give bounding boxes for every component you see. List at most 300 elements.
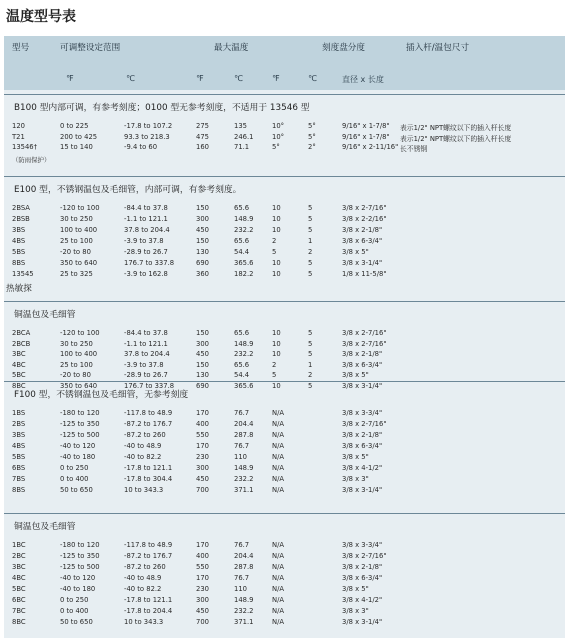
cell-stem-size: 9/16" x 2-11/16" bbox=[342, 143, 399, 151]
cell-stem-size: 3/8 x 3-3/4" bbox=[342, 541, 383, 549]
table-row bbox=[4, 420, 565, 430]
cell-model: 1BS bbox=[12, 409, 26, 417]
cell-c-range: -17.8 to 121.1 bbox=[124, 596, 173, 604]
section-divider bbox=[4, 94, 565, 95]
cell-dial-c: 5 bbox=[308, 215, 313, 223]
cell-model: 8BC bbox=[12, 381, 26, 390]
cell-max-c: 232.2 bbox=[234, 607, 254, 615]
cell-dial-c: 1 bbox=[308, 237, 313, 245]
cell-max-f: 150 bbox=[196, 329, 209, 337]
cell-stem-size: 3/8 x 6-3/4" bbox=[342, 574, 383, 582]
cell-max-c: 287.8 bbox=[234, 563, 254, 571]
table-row bbox=[4, 453, 565, 463]
cell-max-f: 450 bbox=[196, 226, 209, 234]
cell-c-range: -3.9 to 37.8 bbox=[124, 360, 164, 369]
cell-c-range: -87.2 to 176.7 bbox=[124, 420, 173, 428]
cell-model: 5BC bbox=[12, 371, 26, 379]
cell-max-f: 150 bbox=[196, 204, 209, 212]
cell-c-range: -84.4 to 37.8 bbox=[124, 329, 168, 337]
cell-max-c: 182.2 bbox=[234, 270, 254, 278]
cell-max-c: 76.7 bbox=[234, 409, 250, 417]
header-max-temperature: 最大温度 bbox=[214, 43, 249, 53]
table-row bbox=[4, 475, 565, 485]
cell-stem-size: 3/8 x 2-7/16" bbox=[342, 339, 387, 348]
cell-stem-size: 3/8 x 5" bbox=[342, 248, 369, 256]
header-dial-division: 刻度盘分度 bbox=[322, 43, 365, 53]
cell-f-range: 100 to 400 bbox=[60, 350, 98, 358]
cell-dial-f: 10° bbox=[272, 122, 285, 130]
table-row bbox=[4, 431, 565, 441]
cell-stem-size: 3/8 x 5" bbox=[342, 585, 369, 593]
cell-dial-f: N/A bbox=[272, 464, 285, 472]
cell-stem-size: 3/8 x 2-1/8" bbox=[342, 563, 383, 571]
cell-c-range: 93.3 to 218.3 bbox=[124, 132, 170, 141]
cell-dial-c: 5° bbox=[308, 132, 316, 141]
cell-dial-f: N/A bbox=[272, 618, 285, 626]
cell-c-range: 176.7 to 337.8 bbox=[124, 259, 175, 267]
table-row bbox=[4, 350, 565, 360]
table-row bbox=[4, 259, 565, 269]
table-row bbox=[4, 618, 565, 628]
cell-c-range: -40 to 82.2 bbox=[124, 585, 162, 593]
cell-dial-f: N/A bbox=[272, 574, 285, 582]
cell-model: 13545 bbox=[12, 270, 34, 278]
table-row bbox=[4, 541, 565, 551]
cell-dial-f: 10 bbox=[272, 381, 281, 390]
table-row bbox=[4, 486, 565, 496]
cell-c-range: -1.1 to 121.1 bbox=[124, 339, 168, 348]
cell-remark: 表示1/2" NPT螺纹以下的插入杆长度 bbox=[400, 124, 512, 132]
table-row bbox=[4, 409, 565, 419]
cell-max-c: 71.1 bbox=[234, 143, 250, 151]
cell-max-f: 450 bbox=[196, 607, 209, 615]
cell-max-c: 65.6 bbox=[234, 360, 250, 369]
cell-max-c: 54.4 bbox=[234, 248, 250, 256]
cell-remark: 表示1/2" NPT螺纹以下的插入杆长度 bbox=[400, 134, 512, 143]
cell-max-f: 300 bbox=[196, 339, 209, 348]
unit-fahrenheit: ℉ bbox=[272, 74, 280, 83]
cell-stem-size: 3/8 x 3-1/4" bbox=[342, 259, 383, 267]
section-heading: E100 型，不锈钢温包及毛细管，内部可调，有参考刻度。 bbox=[14, 185, 242, 195]
cell-max-c: 371.1 bbox=[234, 618, 254, 626]
cell-f-range: 30 to 250 bbox=[60, 339, 93, 348]
cell-c-range: -3.9 to 162.8 bbox=[124, 270, 168, 278]
cell-stem-size: 9/16" x 1-7/8" bbox=[342, 132, 390, 141]
cell-max-c: 365.6 bbox=[234, 259, 254, 267]
cell-max-f: 170 bbox=[196, 409, 209, 417]
cell-f-range: -125 to 500 bbox=[60, 563, 100, 571]
cell-stem-size: 3/8 x 6-3/4" bbox=[342, 442, 383, 450]
cell-c-range: -84.4 to 37.8 bbox=[124, 204, 168, 212]
cell-f-range: 30 to 250 bbox=[60, 215, 93, 223]
cell-max-f: 400 bbox=[196, 552, 209, 560]
cell-c-range: 176.7 to 337.8 bbox=[124, 381, 175, 390]
cell-max-f: 160 bbox=[196, 143, 209, 151]
cell-max-c: 232.2 bbox=[234, 226, 254, 234]
cell-max-f: 130 bbox=[196, 248, 209, 256]
cell-f-range: -40 to 180 bbox=[60, 453, 96, 461]
cell-dial-f: 10 bbox=[272, 339, 281, 348]
cell-max-c: 365.6 bbox=[234, 381, 254, 390]
unit-celsius: ℃ bbox=[234, 74, 243, 83]
cell-c-range: -28.9 to 26.7 bbox=[124, 248, 168, 256]
cell-dial-f: 2 bbox=[272, 360, 277, 369]
cell-model: 13546† bbox=[12, 143, 38, 151]
cell-max-c: 135 bbox=[234, 122, 247, 130]
cell-f-range: 50 to 650 bbox=[60, 618, 93, 626]
cell-dial-f: 5 bbox=[272, 371, 277, 379]
cell-dial-f: N/A bbox=[272, 552, 285, 560]
table-row bbox=[4, 361, 565, 371]
cell-model: 8BS bbox=[12, 486, 26, 494]
cell-max-f: 150 bbox=[196, 360, 209, 369]
cell-f-range: 0 to 400 bbox=[60, 475, 89, 483]
cell-f-range: -20 to 80 bbox=[60, 248, 91, 256]
cell-stem-size: 3/8 x 6-3/4" bbox=[342, 360, 383, 369]
cell-max-f: 690 bbox=[196, 259, 209, 267]
cell-model: 4BC bbox=[12, 360, 26, 369]
cell-c-range: -9.4 to 60 bbox=[124, 143, 158, 151]
cell-dial-f: N/A bbox=[272, 486, 285, 494]
stem-diameter-length: 直径 x 长度 bbox=[342, 75, 384, 84]
cell-dial-f: N/A bbox=[272, 409, 285, 417]
cell-dial-f: 10 bbox=[272, 350, 281, 358]
unit-celsius: ℃ bbox=[308, 74, 317, 83]
cell-f-range: -180 to 120 bbox=[60, 409, 100, 417]
cell-max-c: 204.4 bbox=[234, 420, 254, 428]
cell-max-c: 148.9 bbox=[234, 215, 254, 223]
cell-model: 5BC bbox=[12, 585, 26, 593]
cell-stem-size: 3/8 x 2-7/16" bbox=[342, 420, 387, 428]
cell-stem-size: 3/8 x 2-1/8" bbox=[342, 350, 383, 358]
cell-max-f: 450 bbox=[196, 475, 209, 483]
cell-stem-size: 3/8 x 2-1/8" bbox=[342, 226, 383, 234]
cell-dial-c: 5 bbox=[308, 270, 313, 278]
side-label: 热敏探 bbox=[6, 284, 32, 294]
cell-max-f: 550 bbox=[196, 563, 209, 571]
cell-stem-size: 3/8 x 3-1/4" bbox=[342, 618, 383, 626]
cell-f-range: -20 to 80 bbox=[60, 371, 91, 379]
header-model: 型号 bbox=[12, 43, 30, 53]
cell-dial-f: 5 bbox=[272, 248, 277, 256]
cell-dial-f: N/A bbox=[272, 453, 285, 461]
cell-dial-c: 5 bbox=[308, 259, 313, 267]
table-row bbox=[4, 122, 565, 132]
cell-c-range: -40 to 48.9 bbox=[124, 442, 162, 450]
table-row bbox=[4, 442, 565, 452]
cell-max-c: 287.8 bbox=[234, 431, 254, 439]
cell-f-range: 15 to 140 bbox=[60, 143, 93, 151]
cell-dial-f: N/A bbox=[272, 541, 285, 549]
cell-max-c: 232.2 bbox=[234, 475, 254, 483]
cell-f-range: 350 to 640 bbox=[60, 381, 98, 390]
cell-dial-f: 10° bbox=[272, 132, 285, 141]
cell-f-range: 100 to 400 bbox=[60, 226, 98, 234]
table-row bbox=[4, 226, 565, 236]
cell-stem-size: 3/8 x 3-1/4" bbox=[342, 381, 383, 390]
cell-stem-size: 3/8 x 2-7/16" bbox=[342, 204, 387, 212]
section-divider bbox=[4, 176, 565, 177]
cell-f-range: 200 to 425 bbox=[60, 132, 98, 141]
cell-max-c: 110 bbox=[234, 453, 247, 461]
cell-dial-c: 5 bbox=[308, 329, 313, 337]
cell-max-f: 300 bbox=[196, 215, 209, 223]
cell-dial-f: 10 bbox=[272, 226, 281, 234]
cell-model: 7BS bbox=[12, 475, 26, 483]
table-row bbox=[4, 143, 565, 153]
cell-dial-c: 5 bbox=[308, 381, 313, 390]
section-heading: 铜温包及毛细管 bbox=[14, 310, 76, 320]
cell-dial-c: 5 bbox=[308, 350, 313, 358]
cell-max-f: 550 bbox=[196, 431, 209, 439]
cell-c-range: -17.8 to 304.4 bbox=[124, 475, 173, 483]
cell-stem-size: 3/8 x 2-2/16" bbox=[342, 215, 387, 223]
cell-max-c: 76.7 bbox=[234, 541, 250, 549]
cell-max-f: 300 bbox=[196, 596, 209, 604]
cell-dial-f: N/A bbox=[272, 563, 285, 571]
cell-max-f: 400 bbox=[196, 420, 209, 428]
unit-fahrenheit: ℉ bbox=[196, 74, 204, 83]
table-row bbox=[4, 552, 565, 562]
table-row bbox=[4, 574, 565, 584]
cell-c-range: 10 to 343.3 bbox=[124, 486, 164, 494]
cell-max-f: 700 bbox=[196, 618, 209, 626]
cell-f-range: 25 to 100 bbox=[60, 360, 93, 369]
cell-max-f: 230 bbox=[196, 453, 209, 461]
section-heading: 铜温包及毛细管 bbox=[14, 522, 76, 532]
cell-dial-f: 10 bbox=[272, 215, 281, 223]
cell-stem-size: 3/8 x 3" bbox=[342, 475, 369, 483]
cell-dial-f: N/A bbox=[272, 420, 285, 428]
cell-max-c: 76.7 bbox=[234, 574, 250, 582]
table-row bbox=[4, 270, 565, 280]
header-stem-bulb-size: 插入杆/温包尺寸 bbox=[406, 43, 470, 53]
cell-stem-size: 3/8 x 6-3/4" bbox=[342, 237, 383, 245]
cell-max-c: 148.9 bbox=[234, 596, 254, 604]
cell-dial-f: N/A bbox=[272, 596, 285, 604]
cell-f-range: 25 to 325 bbox=[60, 270, 93, 278]
cell-f-range: -40 to 120 bbox=[60, 442, 96, 450]
cell-stem-size: 3/8 x 3" bbox=[342, 607, 369, 615]
cell-max-c: 246.1 bbox=[234, 132, 254, 141]
cell-stem-size: 9/16" x 1-7/8" bbox=[342, 122, 390, 130]
cell-dial-c: 5 bbox=[308, 226, 313, 234]
cell-dial-c: 1 bbox=[308, 360, 313, 369]
cell-max-f: 170 bbox=[196, 442, 209, 450]
cell-max-c: 110 bbox=[234, 585, 247, 593]
cell-f-range: 0 to 400 bbox=[60, 607, 89, 615]
temperature-model-table bbox=[4, 36, 565, 638]
cell-dial-f: N/A bbox=[272, 585, 285, 593]
cell-stem-size: 1/8 x 11-5/8" bbox=[342, 270, 387, 278]
section-heading: B100 型内部可调，有参考刻度；0100 型无参考刻度，不适用于 13546 型 bbox=[14, 103, 310, 113]
cell-f-range: -125 to 350 bbox=[60, 552, 100, 560]
cell-c-range: -117.8 to 48.9 bbox=[124, 409, 173, 417]
cell-stem-size: 3/8 x 4-1/2" bbox=[342, 464, 383, 472]
cell-model: 2BC bbox=[12, 552, 26, 560]
cell-model: 2BCA bbox=[12, 329, 31, 337]
cell-model: 2BSB bbox=[12, 215, 30, 223]
cell-stem-size: 3/8 x 2-7/16" bbox=[342, 552, 387, 560]
cell-model: 2BS bbox=[12, 420, 26, 428]
cell-remark: 长不锈钢 bbox=[400, 145, 428, 153]
section-note: （防雨保护） bbox=[12, 155, 51, 164]
cell-model: 7BC bbox=[12, 607, 26, 615]
cell-c-range: -3.9 to 37.8 bbox=[124, 237, 164, 245]
cell-max-f: 475 bbox=[196, 132, 209, 141]
cell-dial-c: 2 bbox=[308, 371, 313, 379]
cell-c-range: -17.8 to 204.4 bbox=[124, 607, 173, 615]
cell-f-range: 50 to 650 bbox=[60, 486, 93, 494]
cell-stem-size: 3/8 x 3-3/4" bbox=[342, 409, 383, 417]
cell-dial-f: N/A bbox=[272, 475, 285, 483]
table-row bbox=[4, 204, 565, 214]
cell-max-c: 76.7 bbox=[234, 442, 250, 450]
cell-f-range: -40 to 120 bbox=[60, 574, 96, 582]
cell-model: 4BC bbox=[12, 574, 26, 582]
cell-max-f: 700 bbox=[196, 486, 209, 494]
cell-dial-f: 10 bbox=[272, 329, 281, 337]
cell-max-f: 170 bbox=[196, 574, 209, 582]
cell-model: 6BS bbox=[12, 464, 26, 472]
cell-max-f: 170 bbox=[196, 541, 209, 549]
cell-max-f: 300 bbox=[196, 464, 209, 472]
unit-fahrenheit: ℉ bbox=[66, 74, 74, 83]
cell-model: 1BC bbox=[12, 541, 26, 549]
cell-max-f: 150 bbox=[196, 237, 209, 245]
cell-max-f: 450 bbox=[196, 350, 209, 358]
page-title: 温度型号表 bbox=[6, 9, 76, 25]
cell-stem-size: 3/8 x 2-7/16" bbox=[342, 329, 387, 337]
cell-stem-size: 3/8 x 5" bbox=[342, 453, 369, 461]
cell-model: 2BSA bbox=[12, 204, 30, 212]
cell-dial-c: 5° bbox=[308, 122, 316, 130]
cell-model: 6BC bbox=[12, 596, 26, 604]
cell-max-c: 65.6 bbox=[234, 329, 250, 337]
header-adjustable-range: 可调整设定范围 bbox=[60, 43, 121, 53]
cell-model: 2BCB bbox=[12, 339, 31, 348]
cell-f-range: 0 to 250 bbox=[60, 464, 89, 472]
table-row bbox=[4, 607, 565, 617]
table-row bbox=[4, 248, 565, 258]
cell-f-range: 350 to 640 bbox=[60, 259, 98, 267]
cell-c-range: -1.1 to 121.1 bbox=[124, 215, 168, 223]
cell-stem-size: 3/8 x 4-1/2" bbox=[342, 596, 383, 604]
cell-stem-size: 3/8 x 3-1/4" bbox=[342, 486, 383, 494]
cell-f-range: -125 to 500 bbox=[60, 431, 100, 439]
cell-c-range: -40 to 82.2 bbox=[124, 453, 162, 461]
table-row bbox=[4, 563, 565, 573]
cell-model: T21 bbox=[12, 132, 25, 141]
cell-c-range: 37.8 to 204.4 bbox=[124, 226, 170, 234]
cell-f-range: -120 to 100 bbox=[60, 204, 100, 212]
table-row bbox=[4, 371, 565, 381]
cell-c-range: -87.2 to 260 bbox=[124, 563, 166, 571]
cell-max-c: 148.9 bbox=[234, 339, 254, 348]
cell-max-c: 232.2 bbox=[234, 350, 254, 358]
cell-model: 3BS bbox=[12, 431, 26, 439]
cell-model: 4BS bbox=[12, 442, 26, 450]
cell-model: 4BS bbox=[12, 237, 26, 245]
cell-model: 5BS bbox=[12, 453, 26, 461]
section-divider bbox=[4, 301, 565, 302]
section-divider bbox=[4, 513, 565, 514]
cell-c-range: -40 to 48.9 bbox=[124, 574, 162, 582]
cell-model: 5BS bbox=[12, 248, 26, 256]
cell-c-range: 37.8 to 204.4 bbox=[124, 350, 170, 358]
cell-max-c: 65.6 bbox=[234, 237, 250, 245]
cell-model: 3BS bbox=[12, 226, 26, 234]
cell-model: 120 bbox=[12, 122, 25, 130]
cell-max-f: 360 bbox=[196, 270, 209, 278]
cell-dial-c: 5 bbox=[308, 339, 313, 348]
cell-c-range: -87.2 to 260 bbox=[124, 431, 166, 439]
table-row bbox=[4, 596, 565, 606]
cell-f-range: 0 to 250 bbox=[60, 596, 89, 604]
cell-f-range: -180 to 120 bbox=[60, 541, 100, 549]
cell-f-range: 0 to 225 bbox=[60, 122, 89, 130]
section-divider bbox=[4, 381, 565, 382]
cell-c-range: -28.9 to 26.7 bbox=[124, 371, 168, 379]
cell-max-c: 54.4 bbox=[234, 371, 250, 379]
table-row bbox=[4, 237, 565, 247]
cell-max-f: 130 bbox=[196, 371, 209, 379]
table-row bbox=[4, 133, 565, 143]
cell-max-c: 148.9 bbox=[234, 464, 254, 472]
cell-dial-c: 2 bbox=[308, 248, 313, 256]
cell-dial-f: 10 bbox=[272, 259, 281, 267]
cell-f-range: -120 to 100 bbox=[60, 329, 100, 337]
table-row bbox=[4, 464, 565, 474]
cell-stem-size: 3/8 x 5" bbox=[342, 371, 369, 379]
cell-c-range: 10 to 343.3 bbox=[124, 618, 164, 626]
table-row bbox=[4, 215, 565, 225]
cell-dial-f: N/A bbox=[272, 431, 285, 439]
table-row bbox=[4, 585, 565, 595]
cell-f-range: -125 to 350 bbox=[60, 420, 100, 428]
cell-max-f: 230 bbox=[196, 585, 209, 593]
cell-dial-c: 5 bbox=[308, 204, 313, 212]
unit-celsius: ℃ bbox=[126, 74, 135, 83]
cell-model: 3BC bbox=[12, 350, 26, 358]
table-subheader-row bbox=[4, 54, 565, 90]
section-heading: F100 型，不锈钢温包及毛细管，无参考刻度 bbox=[14, 390, 189, 400]
cell-c-range: -17.8 to 107.2 bbox=[124, 122, 173, 130]
cell-c-range: -87.2 to 176.7 bbox=[124, 552, 173, 560]
cell-dial-f: 10 bbox=[272, 204, 281, 212]
cell-c-range: -117.8 to 48.9 bbox=[124, 541, 173, 549]
cell-dial-f: N/A bbox=[272, 442, 285, 450]
cell-f-range: -40 to 180 bbox=[60, 585, 96, 593]
cell-max-c: 371.1 bbox=[234, 486, 254, 494]
cell-dial-f: 10 bbox=[272, 270, 281, 278]
cell-f-range: 25 to 100 bbox=[60, 237, 93, 245]
cell-dial-f: 2 bbox=[272, 237, 277, 245]
cell-dial-f: 5° bbox=[272, 143, 280, 151]
cell-dial-f: N/A bbox=[272, 607, 285, 615]
table-row bbox=[4, 329, 565, 339]
cell-model: 8BS bbox=[12, 259, 26, 267]
cell-dial-c: 2° bbox=[308, 143, 316, 151]
cell-model: 8BC bbox=[12, 618, 26, 626]
cell-stem-size: 3/8 x 2-1/8" bbox=[342, 431, 383, 439]
cell-max-f: 690 bbox=[196, 381, 209, 390]
table-row bbox=[4, 340, 565, 350]
cell-c-range: -17.8 to 121.1 bbox=[124, 464, 173, 472]
cell-max-c: 65.6 bbox=[234, 204, 250, 212]
cell-max-c: 204.4 bbox=[234, 552, 254, 560]
cell-model: 3BC bbox=[12, 563, 26, 571]
